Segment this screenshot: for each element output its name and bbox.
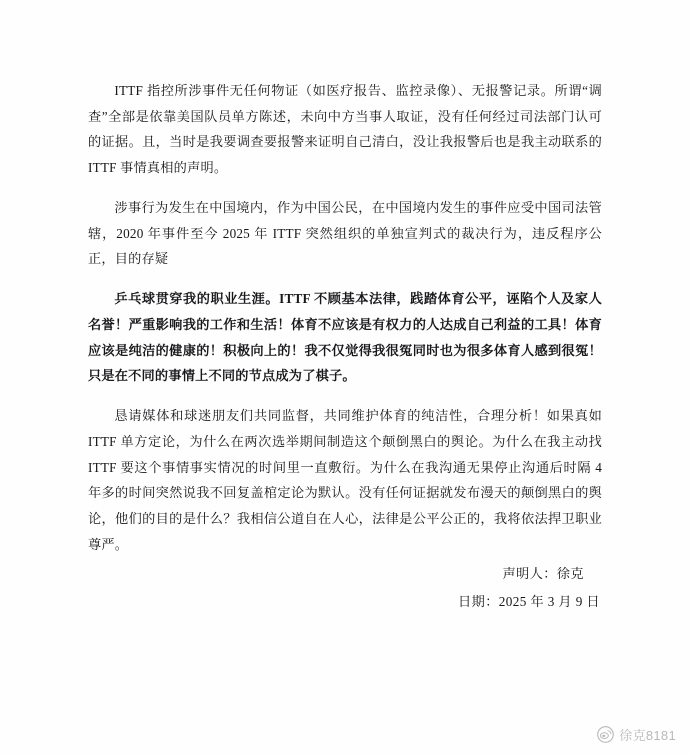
- signature-name: 声明人：徐克: [502, 566, 584, 581]
- weibo-watermark: [597, 725, 676, 744]
- weibo-icon: [597, 726, 614, 743]
- signature-block: [342, 560, 602, 615]
- statement-body: [88, 78, 602, 571]
- weibo-handle: 徐克8181: [619, 728, 676, 743]
- statement-paragraph-2: 涉事行为发生在中国境内，作为中国公民，在中国境内发生的事件应受中国司法管辖，2020 年事件至今 2025 年 ITTF 突然组织的单独宣判式的裁决行为，违反程序公正，目的存疑: [88, 199, 602, 267]
- signature-date: 日期：2025 年 3 月 9 日: [458, 593, 600, 609]
- statement-paragraph-3: 乒乓球贯穿我的职业生涯。ITTF 不顾基本法律，践踏体育公平，诬陷个人及家人名誉！严重影响我的工作和生活！体育不应该是有权力的人达成自己利益的工具！体育应该是纯洁的健康的！积极向上的！我不仅觉得我很冤同时也为很多体育人感到很冤！只是在不同的事情上不同的节点成为了棋子。: [88, 291, 602, 384]
- statement-paragraph-1: ITTF 指控所涉事件无任何物证（如医疗报告、监控录像）、无报警记录。所谓“调查”全部是依靠美国队员单方陈述，未向中方当事人取证，没有任何经过司法部门认可的证据。且，当时是我要调查要报警来证明自己清白，没让我报警后也是我主动联系的 ITTF 事情真相的声明。: [88, 83, 602, 176]
- statement-paragraph-4: 恳请媒体和球迷朋友们共同监督，共同维护体育的纯洁性，合理分析！如果真如 ITTF 单方定论，为什么在两次选举期间制造这个颠倒黑白的舆论。为什么在我主动找 ITTF 要这个事情事实情况的时间里一直敷衍。为什么在我沟通无果停止沟通后时隔 4 年多的时间突然说我不回复盖棺定论为默认。没有任何证据就发布漫天的颠倒黑白的舆论，他们的目的是什么？我相信公道自在人心，法律是公平公正的，我将依法捍卫职业尊严。: [88, 408, 602, 552]
